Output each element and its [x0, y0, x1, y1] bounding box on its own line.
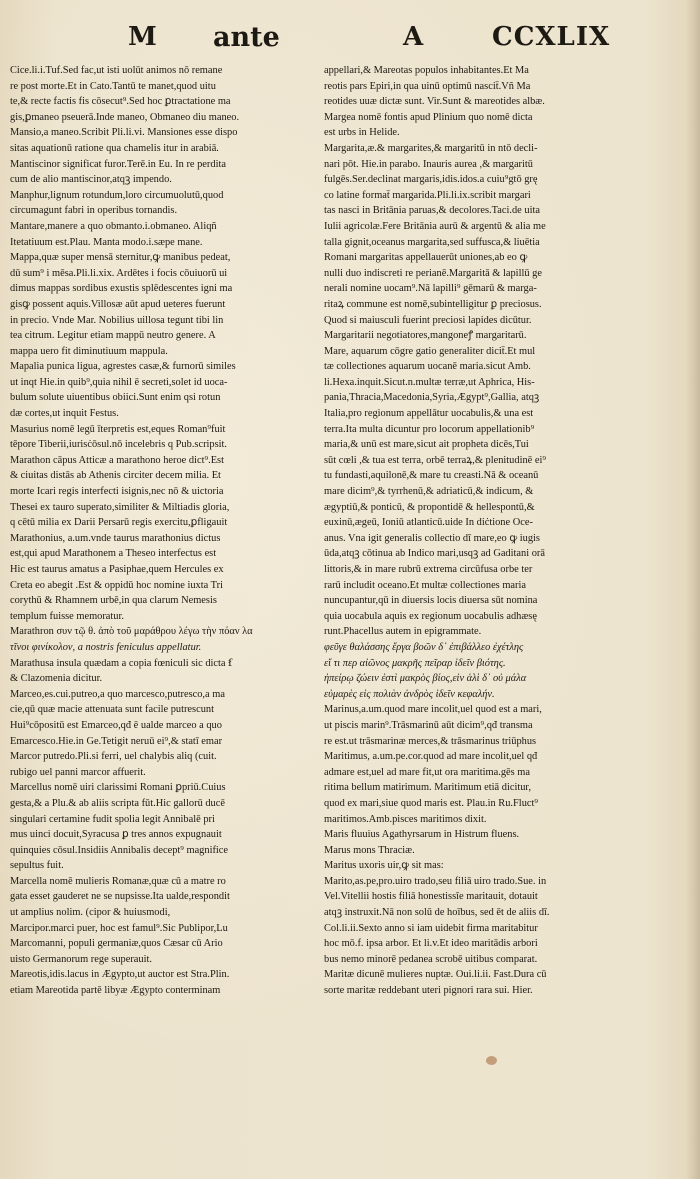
text-line: Iulii agricolæ.Fere Britānia aurū & argentū & alia me [324, 220, 546, 232]
text-line: talla gignit,oceanus margarita,sed suffusca,& liuētia [324, 236, 540, 248]
text-line: anus. Vna igit generalis collectio dī mare,eo ꝙ iugis [324, 532, 540, 544]
folio-number: CCXLIX [492, 22, 611, 52]
text-line: quia uocabula aquis ex regionum uocabulis adhæsę [324, 610, 537, 622]
text-line: ἠπείρῳ ζώειν ἐστὶ μακρὸς βίος,εἰν ἁλὶ δ᾽ οὐ μάλα [324, 673, 527, 685]
text-line: Marcor putredo.Pli.si ferri, uel chalybis aliq (cuit. [10, 751, 217, 763]
text-line: admare est,uel ad mare fit,ut ora maritima.gēs ma [324, 766, 530, 778]
text-line: Marcomanni, populi germaniæ,quos Cæsar cū Ario [10, 938, 223, 950]
text-line: Marcella nomē mulieris Romanæ,quæ cū a matre ro [10, 875, 226, 887]
text-line: Mappa,quæ super mensā sternitur,ꝙ manibus pedeat, [10, 252, 231, 264]
text-line: Romani margaritas appellauerūt uniones,ab eo ꝙ [324, 252, 528, 264]
text-line: singulari certamine fudit spolia legit Annibalē pri [10, 813, 215, 825]
text-line: ritima bellum matirimum. Maritimum etiā dicitur, [324, 782, 532, 794]
text-line: ægyptiū,& ponticū, & propontidē & hellespontū,& [324, 501, 535, 513]
text-line: gata esset gauderet ne se nupsisse.Ita ualde,respondit [10, 891, 230, 903]
text-line: sepultus fuit. [10, 860, 64, 872]
text-line: Hui⁹cōpositū est Emarceo,qđ ē ualde marceo a quo [10, 719, 222, 731]
text-line: terra.Ita multa dicuntur pro locorum appellationib⁹ [324, 423, 535, 435]
text-line: Mantiscinor significat furor.Terē.in Eu. In re perdita [10, 158, 226, 170]
text-line: ut inqt Hie.in quib⁹,quia nihil ē secreti,solet id uoca- [10, 376, 228, 388]
text-line: nulli duo indiscreti re perianē.Margaritā & lapillū ge [324, 267, 542, 279]
running-header [0, 22, 700, 58]
text-line: Marinus,a.um.quod mare incolit,uel quod est a mari, [324, 704, 542, 716]
text-line: templum fuisse memoratur. [10, 610, 124, 622]
text-line: Maritus uxoris uir,ꝙ sit mas: [324, 860, 444, 872]
text-line: nuncupantur,qū in diuersis locis diuersa sūt nomina [324, 595, 538, 607]
text-line: & ciuitas distās ab Athenis circiter decem milia. Et [10, 470, 221, 482]
text-line: ut amplius nolim. (cipor & huiusmodi, [10, 907, 171, 919]
text-line: εἴ τι περ αἰῶνος μακρῆς πεῖραρ ἰδεῖν βιότης. [324, 657, 506, 669]
text-line: uisto Germanorum rege superauit. [10, 953, 152, 965]
text-line: Thesei ex tauro superato,similiter & Miltiadis gloria, [10, 501, 230, 513]
text-line: bus nemo minorē pedanea scrobē uitibus comparat. [324, 953, 538, 965]
text-line: Marathon cāpus Atticæ a marathono heroe dict⁹.Est [10, 454, 224, 466]
text-line: Maritimus, a.um.pe.cor.quod ad mare incolit,uel qđ [324, 751, 538, 763]
text-line: Masurius nomē legū īterpretis est,eques Roman⁹fuit [10, 423, 226, 435]
text-line: etiam Mareotida partē libyæ Ægypto conterminam [10, 985, 221, 997]
text-line: Mareotis,idis.lacus in Ægypto,ut auctor est Stra.Plin. [10, 969, 230, 981]
text-line: reotides uuæ dictæ sunt. Vir.Sunt & mareotides albæ. [324, 96, 545, 108]
text-line: tu fundasti,aquilonē,& mare tu creasti.Nā & oceanū [324, 470, 539, 482]
paper-stain [486, 1056, 497, 1065]
text-line: ūda,atqꝫ cōtinua ab Indico mari,usqꝫ ad Gaditani orā [324, 548, 545, 560]
text-line: co latine format̄ margarida.Pli.li.ix.scribit margari [324, 189, 531, 201]
text-line: ritaꝝ commune est nomē,subintelligitur ꝑ preciosus. [324, 298, 542, 310]
header-right-initial: A [403, 22, 424, 52]
text-line: Marathusa insula quædam a copia fœniculi sic dicta ẜ [10, 657, 232, 669]
text-line: Creta eo abegit .Est & oppidū hoc nomine iuxta Tri [10, 579, 223, 591]
text-line: tas nasci in Britānia paruas,& decolores.Taci.de uita [324, 205, 540, 217]
text-line: sūt cœli ,& tua est terra, orbē terraꝝ,& plenitudinē ei⁹ [324, 454, 546, 466]
text-line: atqꝫ instruxit.Nā non solū de hoībus, sed ēt de aliis dī. [324, 907, 550, 919]
text-line: Margarita,æ.& margarites,& margaritū in ntō decli- [324, 142, 538, 154]
left-text-column [10, 63, 310, 999]
text-line: cie,qū quæ macie attenuata sunt facile putrescunt [10, 704, 214, 716]
text-line: Col.li.ii.Sexto anno si iam uidebit firma maritabitur [324, 922, 538, 934]
text-line: appellari,& Mareotas populos inhabitantes.Et Ma [324, 65, 529, 76]
text-line: Mare, aquarum cōgre gatio generaliter dicit̄.Et mul [324, 345, 536, 357]
text-line: Itetatiuum est.Plau. Manta modo.i.sæpe mane. [10, 236, 203, 248]
header-left-initial: M [128, 22, 157, 52]
text-line: re est.ut trāsmarinæ merces,& trāsmarinus triūphus [324, 735, 537, 747]
text-line: re post morte.Et in Cato.Tantū te manet,quod uitu [10, 80, 216, 92]
text-line: euxinū,ægeū, Ioniū atlanticū.uide In diċtione Oce- [324, 517, 533, 529]
text-line: quod ex mari,siue quod maris est. Plau.in Ru.Fluct⁹ [324, 797, 539, 809]
text-line: Marathron συν τῷ θ. ἀπὸ τοῦ μαράθρου λέγω τὴν πόαν λα [10, 626, 253, 638]
text-line: Marathonius, a.um.vnde taurus marathonius dictus [10, 532, 221, 544]
text-line: rubigo uel panni marcor affuerit. [10, 766, 146, 778]
text-line: rarū includit oceano.Et multæ collectiones maria [324, 579, 526, 591]
text-line: tea citrum. Legitur etiam mappū neutro genere. A [10, 330, 216, 342]
text-line: Vel.Vitellii hostis filiā honestissīe maritauit, dotauit [324, 891, 538, 903]
page-edge-shadow [686, 0, 700, 1179]
text-line: maria,& unū est mare,sicut ait propheta dicēs,Tui [324, 439, 529, 451]
text-line: Mapalia punica ligua, agrestes casæ,& furnorū similes [10, 361, 236, 373]
text-line: εὐμαρὲς εἰς πολιὰν ἀνδρὸς ἰδεῖν κεφαλήν. [324, 688, 495, 700]
text-line: reotis pars Epiri,in qua uinū optimū nascit̄.Vñ Ma [324, 80, 531, 92]
right-text-column [324, 63, 644, 999]
text-line: dū sum⁹ i mēsa.Pli.li.xix. Ardētes i focis cōuiuorū ui [10, 267, 228, 279]
text-line: morte Icari regis interfecti isignis,nec nō & uictoria [10, 486, 224, 498]
text-line: hoc mō.f. ipsa arbor. Et li.v.Et ideo maritādis arbori [324, 938, 538, 950]
text-line: Marceo,es.cui.putreo,a quo marcesco,putresco,a ma [10, 688, 225, 700]
text-line: li.Hexa.inquit.Sicut.n.multæ terræ,ut Aphrica, His- [324, 376, 535, 388]
header-word: ante [213, 22, 280, 53]
text-line: fulgēs.Ser.declinat margaris,idis.idos.a cuiu⁹gtō grę [324, 174, 538, 186]
text-line: Mantare,manere a quo obmanto.i.obmaneo. Aliqñ [10, 220, 217, 232]
text-line: maritimos.Amb.pisces maritimos dixit. [324, 813, 487, 825]
text-line: sorte maritæ reddebant uteri pignori rara sui. Hier. [324, 985, 533, 997]
text-line: est urbs in Helide. [324, 127, 400, 139]
text-line: Emarcesco.Hie.in Ge.Tetigit neruū ei⁹,& statī emar [10, 735, 223, 747]
text-line: q cētū milia ex Darii Persarū regis exercitu,ꝑfligauit [10, 517, 228, 529]
text-line: Mansio,a maneo.Scribit Pli.li.vi. Mansiones esse dispo [10, 127, 238, 139]
text-line: Quod si maiusculi fuerint preciosi lapides dicūtur. [324, 314, 532, 326]
text-line: cum de alio mantiscinor,atqꝫ impendo. [10, 174, 172, 186]
text-line: te,& recte factis fis cōsecut⁹.Sed hoc ꝑtractatione ma [10, 96, 231, 108]
text-line: est,qui apud Marathonem a Theseo interfectus est [10, 548, 217, 560]
text-line: circumagunt fabri in operibus tornandis. [10, 205, 178, 217]
text-line: quinquies cōsul.Insidiis Annibalis decept⁹ magnifice [10, 844, 229, 856]
text-line: Cice.li.i.Tuf.Sed fac,ut isti uolūt animos nō remane [10, 65, 223, 76]
text-line: Margea nomē fontis apud Plinium quo nomē dicta [324, 111, 533, 123]
text-line: mappa uero fit diminutiuum mappula. [10, 345, 168, 357]
text-line: mare dicim⁹,& tyrrhenū,& adriaticū,& indicum, & [324, 486, 534, 498]
text-line: Marcellus nomē uiri clarissimi Romani ꝑpriū.Cuius [10, 782, 226, 794]
text-line: tæ collectiones aquarum uocanē maria.sicut Amb. [324, 361, 531, 373]
text-line: Marito,as.pe,pro.uiro trado,seu filiā uiro trado.Sue. in [324, 875, 547, 887]
text-line: pania,Thracia,Macedonia,Syria,Ægypt⁹,Gallia, atqꝫ [324, 392, 540, 404]
text-line: gis,ꝑmaneo pseuerā.Inde maneo, Obmaneo diu maneo. [10, 111, 240, 123]
text-line: Marus mons Thraciæ. [324, 844, 415, 856]
text-line: nari pōt. Hie.in parabo. Inauris aurea ,& margaritū [324, 158, 533, 170]
text-line: Italia,pro regionum appellātur uocabulis,& una est [324, 408, 534, 420]
text-line: Manphur,lignum rotundum,loro circumuolutū,quod [10, 189, 224, 201]
text-line: Margaritarii negotiatores,mangoneꝭ margaritarū. [324, 330, 527, 342]
text-line: nerali nomine uocam⁹.Nā lapilli⁹ gēmarū & marga- [324, 283, 537, 295]
text-line: Maris fluuius Agathyrsarum in Histrum fluens. [324, 829, 520, 841]
text-line: ut piscis marin⁹.Trāsmarinū aūt dicim⁹,qđ transma [324, 719, 533, 731]
text-line: Marcipor.marci puer, hoc est famul⁹.Sic Publipor,Lu [10, 922, 228, 934]
text-line: dæ cortes,ut inquit Festus. [10, 408, 119, 420]
text-line: gesta,& a Plu.& ab aliis scripta fūt.Hic gallorū ducē [10, 797, 225, 809]
text-line: bulum solute uiuentibus obiici.Sunt enim qsi rotun [10, 392, 221, 404]
text-line: tēpore Tiberii,iurisċōsul.nō incelebris q Pub.scripsit. [10, 439, 228, 451]
text-line: τῖνοι φινίκολον, a nostris feniculus appellatur. [10, 641, 202, 653]
text-line: Hic est taurus amatus a Pasiphae,quem Hercules ex [10, 564, 224, 575]
text-line: littoris,& in mare rubrū extrema circūfusa orbe ter [324, 564, 533, 575]
text-line: sitas aquationū ratione qua chamelis itur in arabiā. [10, 142, 219, 154]
text-line: runt.Phacellus autem in epigrammate. [324, 626, 482, 638]
text-line: in precio. Vnde Mar. Nobilius uillosa tegunt tibi lin [10, 314, 224, 326]
text-line: Maritæ dicunē mulieres nuptæ. Oui.li.ii. Fast.Dura cū [324, 969, 547, 981]
text-line: gisꝙ possent aquis.Villosæ aūt apud ueteres fuerunt [10, 298, 226, 310]
text-line: mus uinci docuit,Syracusa ꝑ tres annos expugnauit [10, 829, 222, 841]
text-line: dimus mappas sordibus exustis splēdescentes igni ma [10, 283, 233, 295]
text-line: & Clazomenia dicitur. [10, 673, 103, 685]
text-line: corythū & Rhamnem urbē,in qua clarum Nemesis [10, 595, 217, 607]
text-line: φεῦγε θαλάσσης ἔργα βοῶν δ᾽ ἐπιβάλλεο ἐχέτλης [324, 641, 524, 653]
